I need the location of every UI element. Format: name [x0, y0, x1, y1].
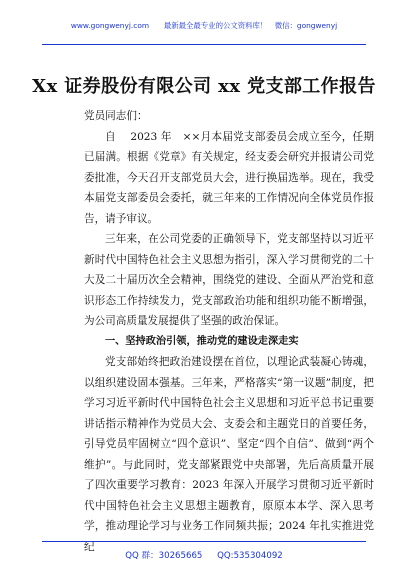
- section-heading: 一、坚持政治引领，推动党的建设走深走实: [105, 335, 299, 347]
- paragraph-1: 自 2023 年 ××月本届党支部委员会成立至今，任期已届满。根据《党章》有关规定，经支委会研究并报请公司党委批准，今天召开支部党员大会，进行换届选举。现在，我受本届党支部委员会委托，就三年来的工作情况向全体党员作报告，请予审议。: [84, 130, 374, 225]
- footer: [0, 549, 408, 561]
- document-title: Xx 证券股份有限公司 xx 党支部工作报告: [32, 76, 376, 97]
- footer-qq-group: QQ 群：30265665: [125, 551, 203, 561]
- paragraph-2: 三年来，在公司党委的正确领导下，党支部坚持以习近平新时代中国特色社会主义思想为指引，深入学习贯彻党的二十大及二十届历次全会精神，围绕党的建设、全面从严治党和意识形态工作持续发力，党支部政治功能和组织功能不断增强，为公司高质量发展提供了坚强的政治保证。: [84, 233, 374, 327]
- header-banner: www.gongwenyj.com 最新最全最专业的公文资料库！ 微信：gongwenyj: [70, 21, 338, 30]
- salutation: 党员同志们：: [84, 110, 148, 122]
- document-body: [84, 106, 374, 557]
- footer-qq: QQ:535304092: [217, 551, 283, 561]
- section-paragraph: 党支部始终把政治建设摆在首位，以理论武装凝心铸魂，以组织建设固本强基。三年来，严格落实“第一议题”制度，把学习习近平新时代中国特色社会主义思想和习近平总书记重要讲话指示精神作为党员大会、支委会和主题党日的首要任务，引导党员牢固树立“四个意识”、坚定“四个自信”、做到“两个维护”。与此同时，党支部紧跟党中央部署，先后高质量开展了四次重要学习教育：2023 年深入开展学习贯彻习近平新时代中国特色社会主义思想主题教育，原原本本学、深入思考学，推动理论学习与业务工作同频共振；2024 年扎实推进党纪: [84, 356, 374, 553]
- footer-divider: [42, 541, 366, 542]
- header-divider: [42, 44, 366, 45]
